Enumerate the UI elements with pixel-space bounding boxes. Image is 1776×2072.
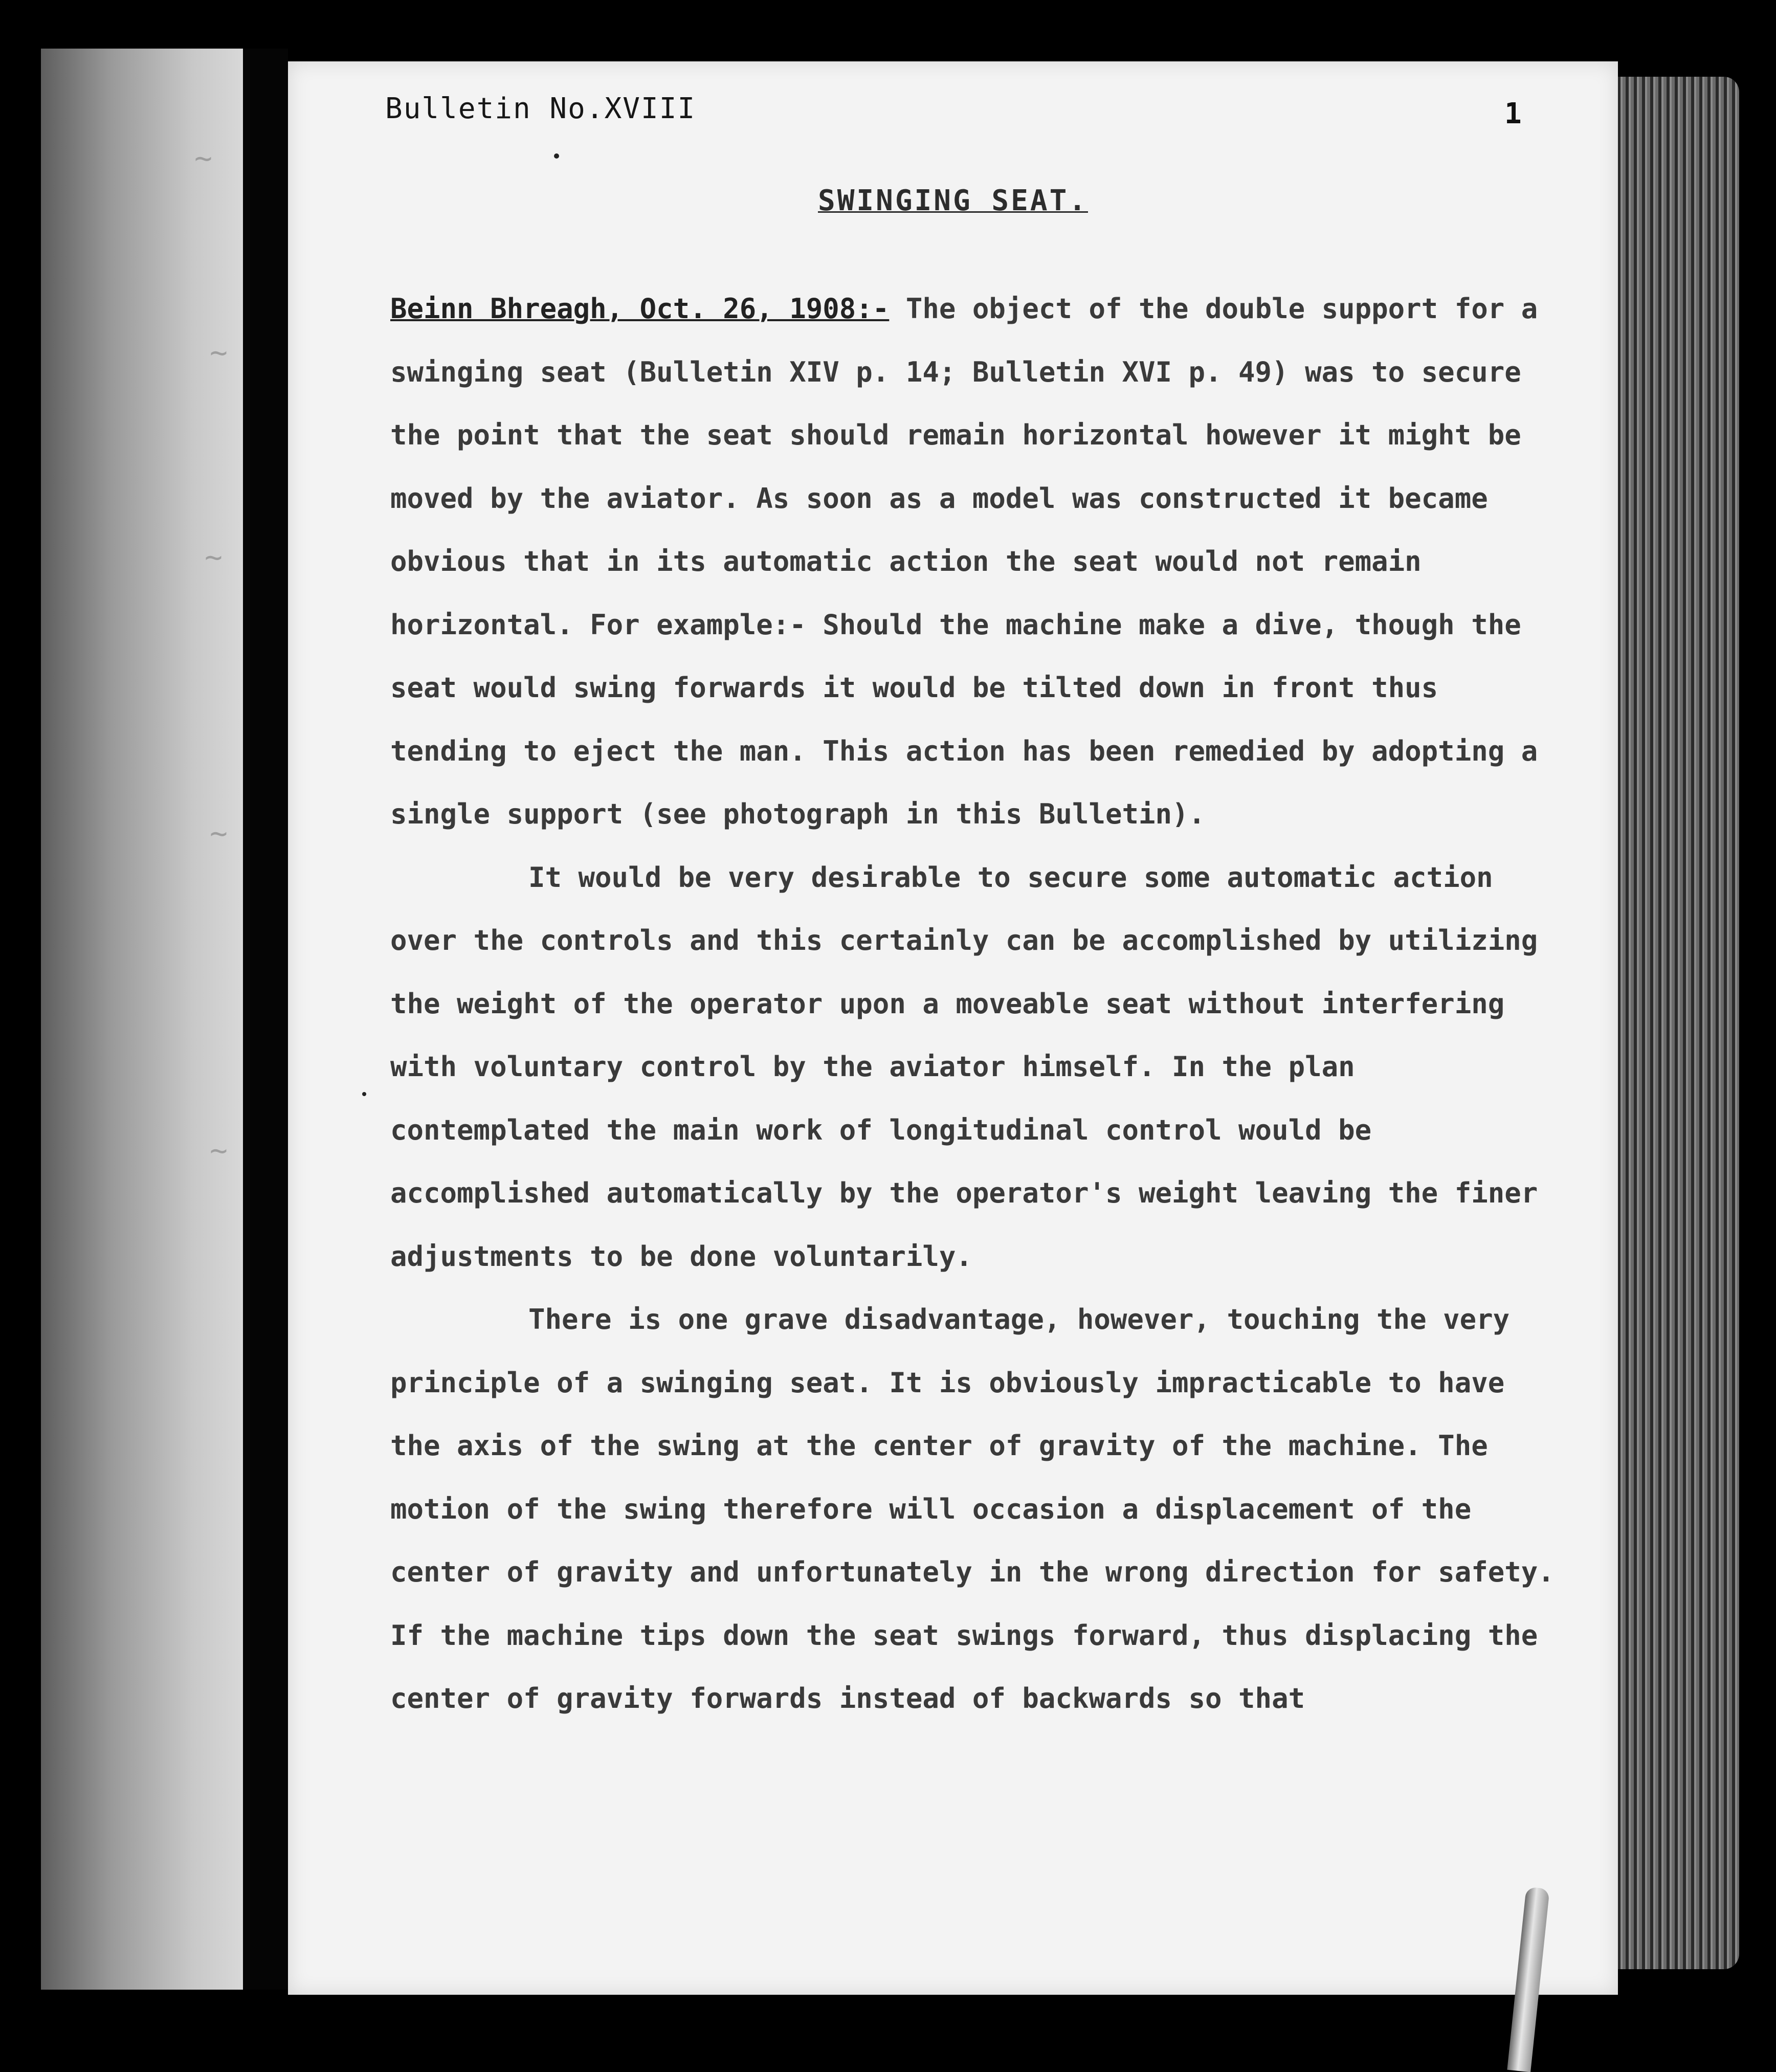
paragraph-3: There is one grave disadvantage, however, touching the very principle of a swinging seat. It is obviously impracticable to have the axis of the swing at the center of gravity of the machine. The motion of the swing therefore will occasion a displacement of the center of gravity and unfortunately in the wrong direction for safety. If the machine tips down the seat swings forward, thus displacing the center of gravity forwards instead of backwards so that (390, 1303, 1555, 1714)
paragraph-1-text: The object of the double support for a swinging seat (Bulletin XIV p. 14; Bulletin XVI p. 49) was to secure the point that the seat should remain horizontal however it might be moved by the aviator. As soon as a model was constructed it became obvious that in its automatic action the seat would not remain horizontal. For example:- Should the machine make a dive, though the seat would swing forwards it would be tilted down in front thus tending to eject the man. This action has been remedied by adopting a single support (see photograph in this Bulletin). (390, 293, 1538, 830)
document-page (288, 61, 1618, 1995)
bleed-through-mark: ~ (210, 335, 228, 370)
dateline: Beinn Bhreagh, Oct. 26, 1908:- (390, 293, 890, 325)
ink-speck (554, 153, 559, 159)
bleed-through-mark: ~ (194, 141, 212, 175)
book-gutter (243, 49, 288, 1990)
bleed-through-mark: ~ (210, 1133, 228, 1168)
left-page-edge (41, 49, 243, 1990)
bleed-through-mark: ~ (205, 540, 223, 574)
paragraph-2: It would be very desirable to secure some automatic action over the controls and this certainly can be accomplished by utilizing the weight of the operator upon a moveable seat without interfering with voluntary control by the aviator himself. In the plan contemplated the main work of longitudinal control would be accomplished automatically by the operator's weight leaving the finer adjustments to be done voluntarily. (390, 861, 1538, 1273)
bulletin-header: Bulletin No.XVIII (385, 92, 696, 125)
paragraph-1 (390, 277, 1557, 846)
bleed-through-mark: ~ (210, 816, 228, 851)
page-number: 1 (1504, 97, 1522, 130)
ink-speck (362, 1092, 366, 1096)
page-stack-edge (1606, 77, 1739, 1969)
body-text (390, 277, 1557, 1730)
page-title: SWINGING SEAT. (817, 184, 1088, 217)
